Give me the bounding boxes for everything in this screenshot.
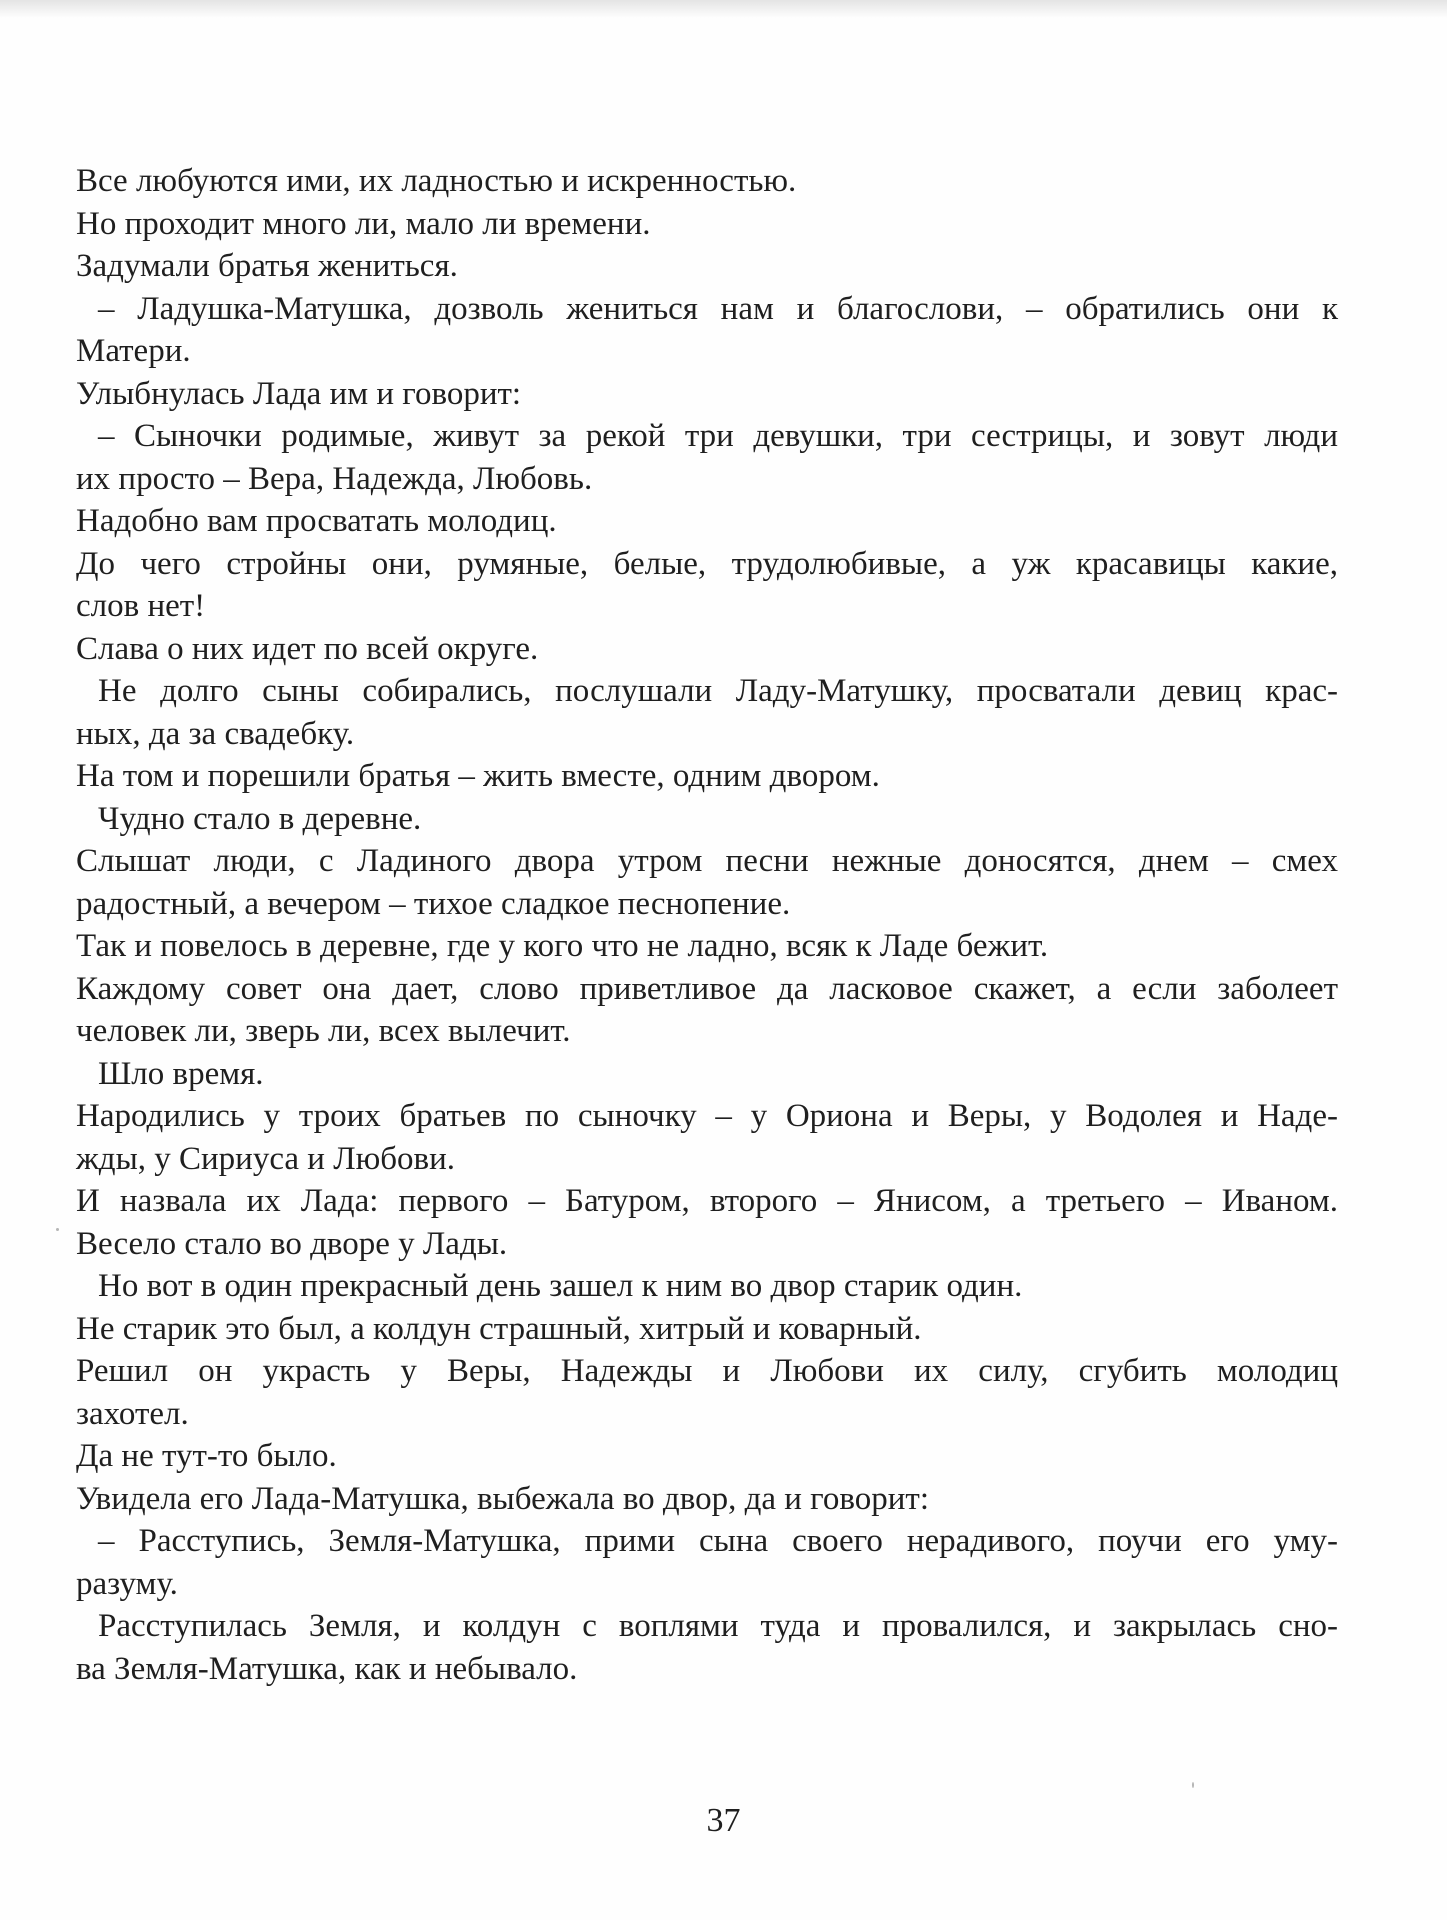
text-line: Надобно вам просватать молодиц. (76, 503, 557, 539)
text-line: Не старик это был, а колдун страшный, хитрый и коварный. (76, 1310, 922, 1347)
text-line: – Ладушка-Матушка, дозволь жениться нам и благослови, – обратились они к (98, 290, 1338, 327)
text-line: Слышат люди, с Ладиного двора утром песни нежные доносятся, днем – смех (76, 843, 1338, 879)
text-line: До чего стройны они, румяные, белые, трудолюбивые, а уж красавицы какие, (76, 545, 1338, 582)
text-line: Так и повелось в деревне, где у кого что не ладно, всяк к Ладе бежит. (76, 928, 1049, 964)
text-line: Решил он украсть у Веры, Надежды и Любови их силу, сгубить молодиц (76, 1353, 1338, 1389)
text-line: Каждому совет она дает, слово приветливое да ласковое скажет, а если заболеет (76, 970, 1338, 1007)
text-line: их просто – Вера, Надежда, Любовь. (76, 460, 593, 497)
text-line: Слава о них идет по всей округе. (76, 630, 539, 667)
text-line: ных, да за свадебку. (76, 715, 355, 752)
text-line: И назвала их Лада: первого – Батуром, второго – Янисом, а третьего – Иваном. (76, 1183, 1338, 1219)
text-line: слов нет! (76, 588, 206, 624)
text-line: Расступилась Земля, и колдун с воплями туда и провалился, и закрылась сно- (98, 1608, 1338, 1644)
scan-top-edge (0, 0, 1447, 18)
body-text (76, 160, 1338, 1690)
text-line: Улыбнулась Лада им и говорит: (76, 375, 522, 412)
text-line: – Расступись, Земля-Матушка, прими сына своего нерадивого, поучи его уму- (98, 1523, 1338, 1559)
scan-speck (1192, 1782, 1194, 1788)
text-line: человек ли, зверь ли, всех вылечит. (76, 1013, 571, 1049)
text-line: Чудно стало в деревне. (98, 800, 422, 837)
text-line: – Сыночки родимые, живут за рекой три девушки, три сестрицы, и зовут люди (98, 418, 1338, 454)
text-line: радостный, а вечером – тихое сладкое песнопение. (76, 885, 791, 922)
scan-speck (56, 1228, 59, 1231)
text-line: Все любуются ими, их ладностью и искренностью. (76, 163, 797, 199)
text-line: Шло время. (98, 1055, 264, 1092)
text-line: На том и порешили братья – жить вместе, одним двором. (76, 758, 880, 794)
text-line: Но вот в один прекрасный день зашел к ним во двор старик один. (98, 1268, 1023, 1304)
text-line: разуму. (76, 1565, 178, 1602)
text-line: Не долго сыны собирались, послушали Ладу-Матушку, просватали девиц крас- (98, 673, 1338, 709)
text-line: Народились у троих братьев по сыночку – у Ориона и Веры, у Водолея и Наде- (76, 1098, 1338, 1134)
text-line: Задумали братья жениться. (76, 248, 458, 284)
text-line: Матери. (76, 333, 191, 369)
text-line: Но проходит много ли, мало ли времени. (76, 205, 651, 242)
text-line: ва Земля-Матушка, как и небывало. (76, 1650, 578, 1687)
text-line: Увидела его Лада-Матушка, выбежала во двор, да и говорит: (76, 1480, 929, 1517)
text-line: жды, у Сириуса и Любови. (76, 1140, 456, 1177)
text-line: захотел. (76, 1395, 189, 1432)
page-number: 37 (706, 1802, 741, 1839)
text-line: Весело стало во дворе у Лады. (76, 1225, 508, 1262)
text-line: Да не тут-то было. (76, 1438, 337, 1474)
